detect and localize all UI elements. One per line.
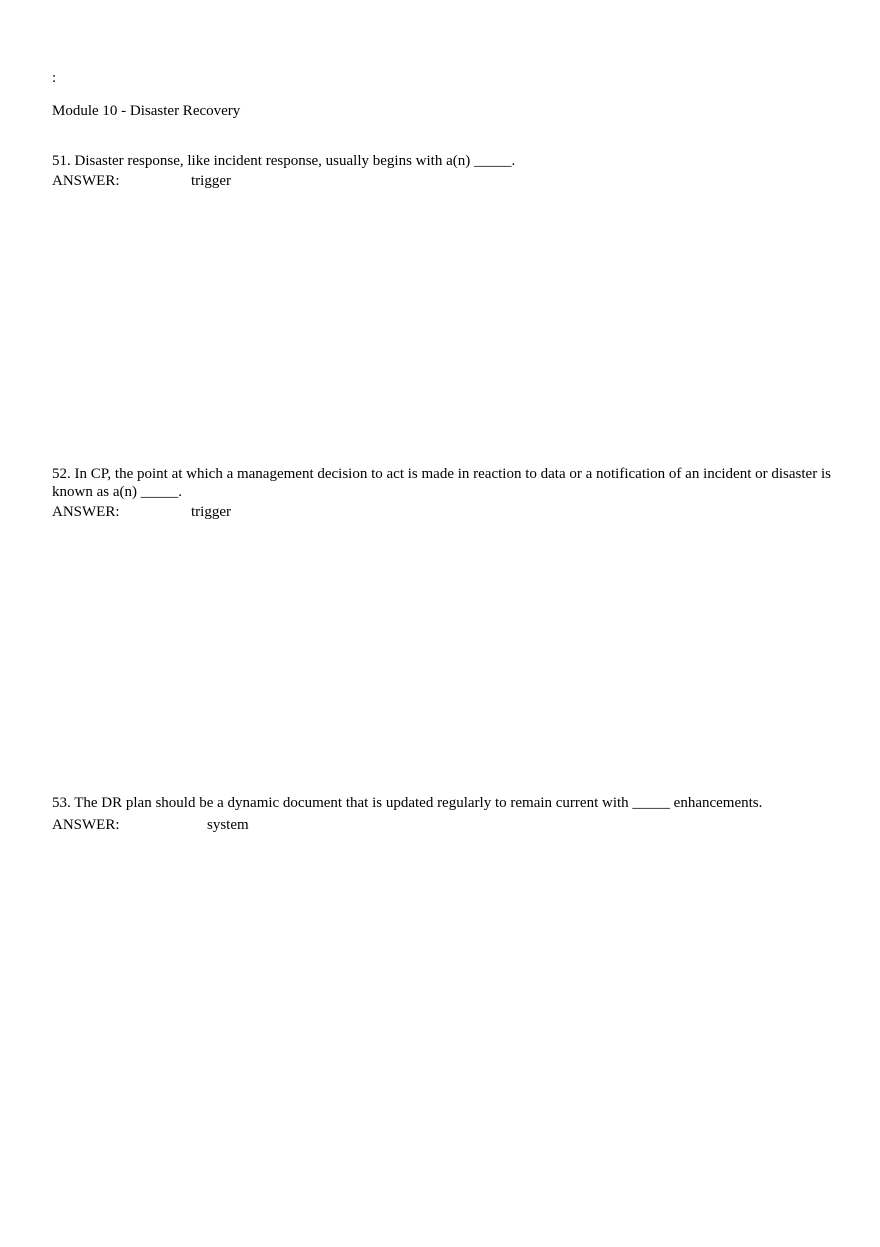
question-52 xyxy=(52,465,832,521)
question-53 xyxy=(52,794,832,834)
answer-value: trigger xyxy=(191,173,231,189)
question-text: 52. In CP, the point at which a management decision to act is made in reaction to data or a notification of an incident or disaster is known as a(n) _____. xyxy=(52,466,831,500)
answer-value: system xyxy=(207,817,249,833)
answer-row xyxy=(52,172,832,190)
answer-label: ANSWER: xyxy=(52,817,120,833)
question-51 xyxy=(52,152,832,190)
answer-label: ANSWER: xyxy=(52,173,120,189)
answer-row xyxy=(52,503,832,521)
question-text: 53. The DR plan should be a dynamic document that is updated regularly to remain current with _____ enhancements. xyxy=(52,795,763,811)
header-colon: : xyxy=(52,70,57,86)
question-text: 51. Disaster response, like incident response, usually begins with a(n) _____. xyxy=(52,153,516,169)
answer-label: ANSWER: xyxy=(52,504,120,520)
answer-value: trigger xyxy=(191,504,231,520)
module-title: Module 10 - Disaster Recovery xyxy=(52,103,241,119)
answer-row xyxy=(52,816,832,834)
